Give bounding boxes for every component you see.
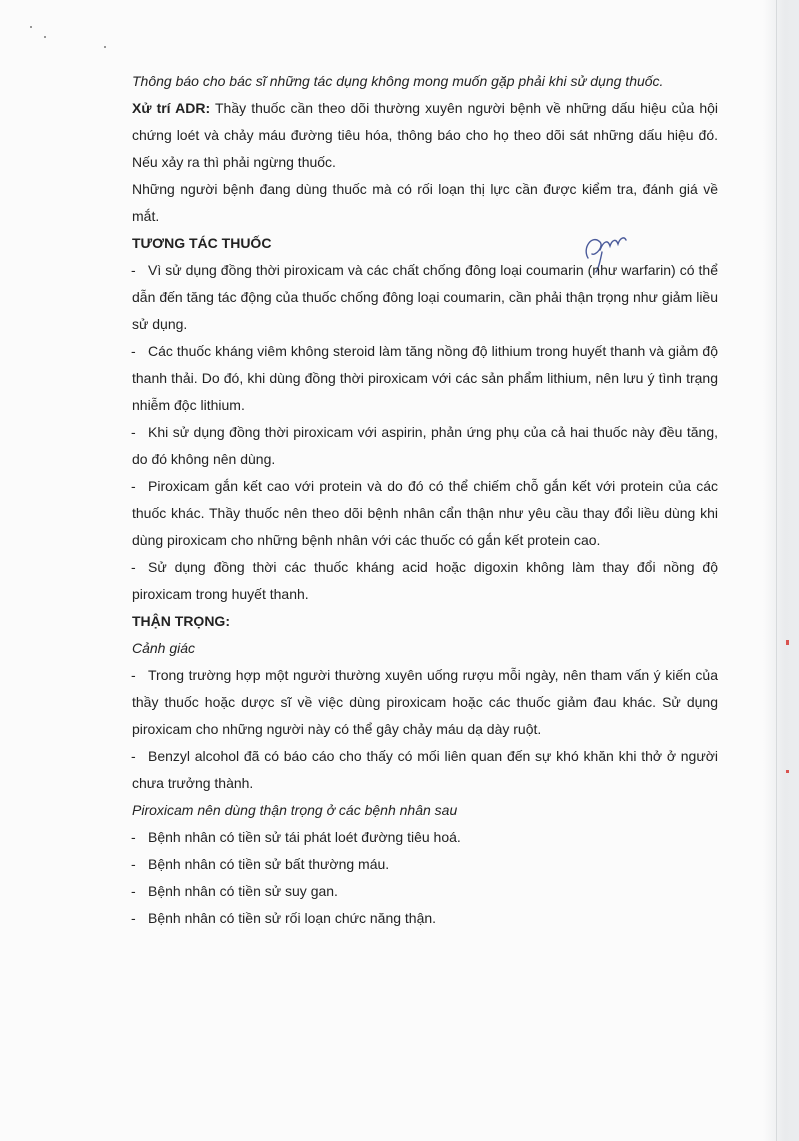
caution-text: Bệnh nhân có tiền sử tái phát loét đường tiêu hoá. — [148, 829, 461, 845]
interaction-text: Sử dụng đồng thời các thuốc kháng acid hoặc digoxin không làm thay đổi nồng độ piroxicam trong huyết thanh. — [132, 559, 718, 602]
vision-paragraph: Những người bệnh đang dùng thuốc mà có rối loạn thị lực cần được kiểm tra, đánh giá về mắt. — [132, 181, 718, 224]
list-dash: - — [131, 478, 136, 494]
warning-item — [132, 662, 718, 743]
notify-doctor-text: Thông báo cho bác sĩ những tác dụng không mong muốn gặp phải khi sử dụng thuốc. — [132, 73, 664, 89]
precautions-heading: THẬN TRỌNG: — [132, 613, 230, 629]
caution-item — [132, 851, 718, 878]
caution-text: Bệnh nhân có tiền sử bất thường máu. — [148, 856, 390, 872]
scan-speck — [104, 46, 106, 48]
warning-text: Benzyl alcohol đã có báo cáo cho thấy có mối liên quan đến sự khó khăn khi thở ở người chưa trưởng thành. — [132, 748, 718, 791]
caution-item — [132, 824, 718, 851]
interaction-text: Vì sử dụng đồng thời piroxicam và các chất chống đông loại coumarin (như warfarin) có thể dẫn đến tăng tác động của thuốc chống đông loại coumarin, cần phải thận trọng như giảm liều sử dụng. — [132, 262, 718, 332]
interaction-item — [132, 338, 718, 419]
list-dash: - — [131, 667, 136, 683]
interaction-item — [132, 419, 718, 473]
caution-item — [132, 905, 718, 932]
interaction-text: Piroxicam gắn kết cao với protein và do đó có thể chiếm chỗ gắn kết với protein của các thuốc khác. Thầy thuốc nên theo dõi bệnh nhân cẩn thận như yêu cầu thay đổi liều dùng khi dùng piroxicam cho những bệnh nhân với các thuốc có gắn kết protein cao. — [132, 478, 718, 548]
list-dash: - — [131, 829, 136, 845]
warning-label: Cảnh giác — [132, 640, 196, 656]
list-dash: - — [131, 262, 136, 278]
caution-item — [132, 878, 718, 905]
interaction-item — [132, 554, 718, 608]
scan-speck — [30, 26, 32, 28]
interactions-heading: TƯƠNG TÁC THUỐC — [132, 235, 272, 251]
scan-speck — [44, 36, 46, 38]
list-dash: - — [131, 343, 136, 359]
scan-red-mark — [786, 770, 789, 773]
list-dash: - — [131, 424, 136, 440]
list-dash: - — [131, 910, 136, 926]
scan-edge-line — [776, 0, 777, 1141]
document-body — [132, 68, 718, 932]
scan-red-mark — [786, 640, 789, 645]
interaction-text: Khi sử dụng đồng thời piroxicam với aspirin, phản ứng phụ của cả hai thuốc này đều tăng, do đó không nên dùng. — [132, 424, 718, 467]
list-dash: - — [131, 559, 136, 575]
warning-text: Trong trường hợp một người thường xuyên uống rượu mỗi ngày, nên tham vấn ý kiến của thầy thuốc hoặc dược sĩ về việc dùng piroxicam hoặc các thuốc giảm đau khác. Sử dụng piroxicam cho những người này có thể gây chảy máu dạ dày ruột. — [132, 667, 718, 737]
list-dash: - — [131, 883, 136, 899]
caution-text: Bệnh nhân có tiền sử suy gan. — [148, 883, 338, 899]
interaction-item — [132, 473, 718, 554]
adr-text: Thầy thuốc cần theo dõi thường xuyên người bệnh về những dấu hiệu của hội chứng loét và chảy máu đường tiêu hóa, thông báo cho họ theo dõi sát những dấu hiệu đó. Nếu xảy ra thì phải ngừng thuốc. — [132, 100, 719, 170]
list-dash: - — [131, 748, 136, 764]
adr-label: Xử trí ADR: — [132, 100, 211, 116]
interaction-text: Các thuốc kháng viêm không steroid làm tăng nồng độ lithium trong huyết thanh và giảm độ thanh thải. Do đó, khi dùng đồng thời piroxicam với các sản phẩm lithium, nên lưu ý tình trạng nhiễm độc lithium. — [132, 343, 718, 413]
warning-item — [132, 743, 718, 797]
interaction-item — [132, 257, 718, 338]
scan-edge-shadow — [763, 0, 799, 1141]
list-dash: - — [131, 856, 136, 872]
adr-paragraph — [132, 95, 718, 176]
caution-text: Bệnh nhân có tiền sử rối loạn chức năng thận. — [148, 910, 437, 926]
caution-intro: Piroxicam nên dùng thận trọng ở các bệnh nhân sau — [132, 802, 458, 818]
